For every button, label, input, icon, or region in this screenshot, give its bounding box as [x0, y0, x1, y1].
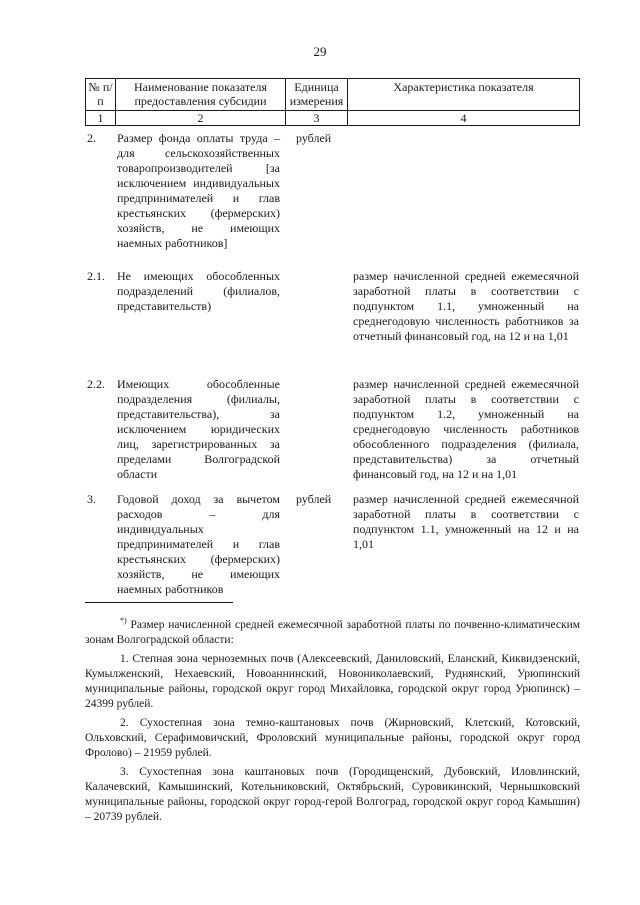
row-indicator-name: Годовой доход за вычетом расходов – для индивидуальных предпринимателей и глав крестьянских (фермерских) хозяйств, не имеющих наемных работников: [117, 492, 280, 596]
footnote-item-2: 2. Сухостепная зона темно-каштановых почв (Жирновский, Клетский, Котовский, Ольховский, Серафимовичский, Фроловский муниципальные районы, городской округ город Фролово) – 21959 рублей.: [85, 716, 580, 759]
row-indicator-name: Размер фонда оплаты труда – для сельскохозяйственных товаропроизводителей [за исключением индивидуальных предпринимателей и глав крестьянских (фермерских) хозяйств, не имеющих наемных работников]: [117, 131, 280, 250]
row-characteristic: размер начисленной средней ежемесячной заработной платы в соответствии с подпунктом 1.1, умноженный на среднегодовую численность работников за отчетный финансовый год, на 12 и на 1,01: [353, 269, 579, 343]
row-indicator-name: Не имеющих обособленных подразделений (филиалов, представительств): [117, 269, 280, 313]
header-col-characteristic: Характеристика показателя: [348, 79, 580, 111]
row-unit: рублей: [296, 492, 332, 506]
footnote-marker: *): [120, 616, 127, 625]
header-row: [86, 79, 580, 111]
footnote-divider: [85, 602, 233, 603]
header-col-indicator-name: Наименование показателя предоставления субсидии: [116, 79, 286, 111]
column-number-4: 4: [348, 111, 580, 126]
table-header: [85, 78, 580, 126]
row-number: 3.: [87, 492, 96, 506]
column-number-2: 2: [116, 111, 286, 126]
column-number-1: 1: [86, 111, 116, 126]
row-number: 2.2.: [87, 377, 105, 391]
footnote-item-1: 1. Степная зона черноземных почв (Алексеевский, Даниловский, Еланский, Киквидзенский, Кумылженский, Нехаевский, Новоаннинский, Новониколаевский, Руднянский, Урюпинский муниципальные районы, городской округ город Михайловка, городской округ город Урюпинск) – 24399 рублей.: [85, 652, 580, 710]
row-indicator-name: Имеющих обособленные подразделения (филиалы, представительства), за исключением юридических лиц, зарегистрированных за пределами Волгоградской области: [117, 377, 280, 481]
row-characteristic: размер начисленной средней ежемесячной заработной платы в соответствии с подпунктом 1.1, умноженный на 12 и на 1,01: [353, 492, 579, 551]
column-number-row: [86, 111, 580, 126]
row-characteristic: размер начисленной средней ежемесячной заработной платы в соответствии с подпунктом 1.2, умноженный на среднегодовую численность работников обособленного подразделения (филиала, представительства) за отчетный финансовый год, на 12 и на 1,01: [353, 377, 579, 481]
row-number: 2.: [87, 131, 96, 145]
footnote-intro: [85, 613, 580, 648]
footnote-intro-text: Размер начисленной средней ежемесячной заработной платы по почвенно-климатическим зонам Волгоградской области:: [85, 618, 581, 646]
header-col-number: № п/п: [86, 79, 116, 111]
page-number: 29: [313, 44, 327, 59]
column-number-3: 3: [286, 111, 348, 126]
footnote-item-3: 3. Сухостепная зона каштановых почв (Городищенский, Дубовский, Иловлинский, Калачевский, Камышинский, Котельниковский, Октябрьский, Суровикинский, Чернышковский муниципальные районы, городской округ город-герой Волгоград, городской округ город Камышин) – 20739 рублей.: [85, 765, 580, 823]
footnotes: [85, 613, 580, 829]
row-number: 2.1.: [87, 269, 105, 283]
row-unit: рублей: [296, 131, 332, 145]
header-col-unit: Единица измерения: [286, 79, 348, 111]
